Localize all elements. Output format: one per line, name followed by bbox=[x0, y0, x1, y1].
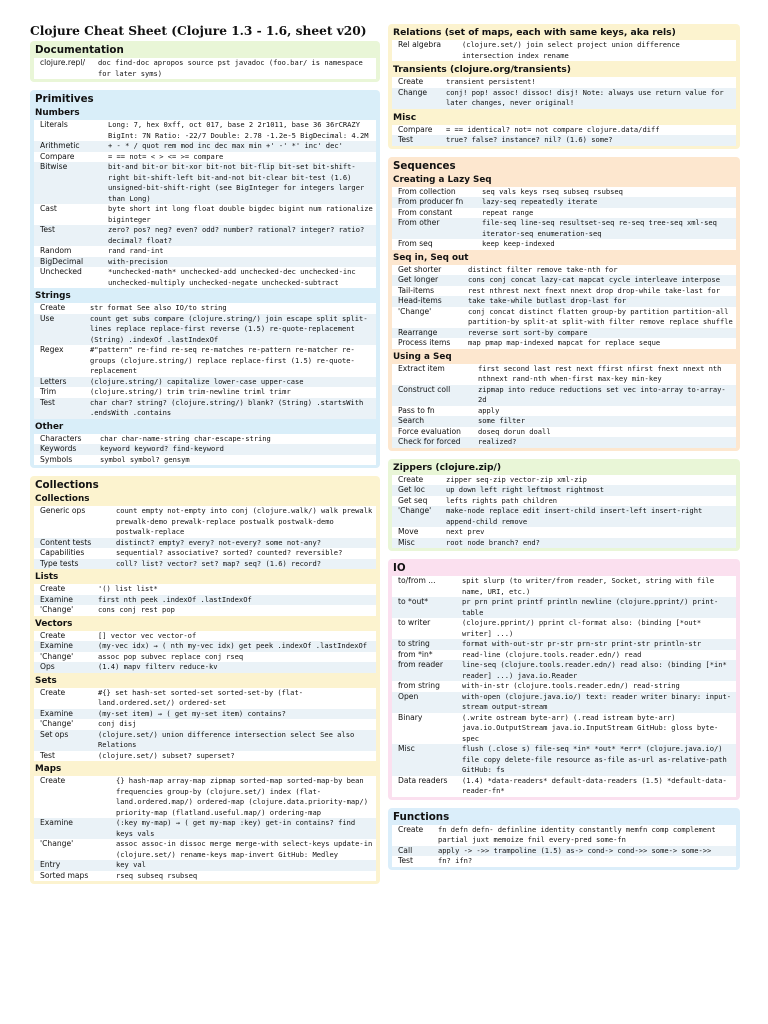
row-label: 'Change' bbox=[40, 839, 74, 848]
io-rows bbox=[392, 576, 736, 797]
table-row bbox=[34, 595, 376, 606]
row-value: = == not= < > <= >= compare bbox=[108, 151, 224, 161]
row-label: Regex bbox=[40, 345, 64, 354]
lists-heading: Lists bbox=[35, 572, 59, 582]
row-value: (clojure.string/) capitalize lower-case upper-case bbox=[90, 376, 304, 386]
using-seq-rows bbox=[392, 364, 736, 448]
row-label: from reader bbox=[398, 660, 443, 669]
row-value: next prev bbox=[446, 527, 485, 536]
table-row bbox=[34, 434, 376, 445]
row-label: Check for forced bbox=[398, 437, 461, 446]
row-label: From constant bbox=[398, 207, 453, 217]
row-value: '() list list* bbox=[98, 584, 158, 593]
row-label: Unchecked bbox=[40, 267, 82, 276]
table-row bbox=[34, 871, 376, 882]
table-row bbox=[392, 846, 736, 857]
row-label: Type tests bbox=[40, 558, 79, 568]
row-value: up down left right leftmost rightmost bbox=[446, 485, 605, 494]
io-box bbox=[388, 559, 740, 800]
strings-rows bbox=[34, 303, 376, 419]
row-label: Get shorter bbox=[398, 264, 442, 274]
table-row bbox=[34, 709, 376, 720]
misc-heading: Misc bbox=[393, 111, 417, 123]
row-label: from string bbox=[398, 681, 440, 690]
row-label: Examine bbox=[40, 818, 73, 827]
table-row bbox=[392, 275, 736, 286]
table-row bbox=[392, 650, 736, 661]
row-label: Move bbox=[398, 527, 419, 536]
row-value: zero? pos? neg? even? odd? number? rational? integer? ratio? decimal? float? bbox=[108, 225, 365, 245]
row-label: Rearrange bbox=[398, 327, 438, 337]
table-row bbox=[392, 135, 736, 146]
row-value: byte short int long float double bigdec bigint num rationalize biginteger bbox=[108, 204, 373, 224]
sets-rows bbox=[34, 688, 376, 762]
row-label: to *out* bbox=[398, 597, 429, 606]
row-label: 'Change' bbox=[398, 506, 432, 515]
table-row bbox=[34, 548, 376, 559]
table-row bbox=[34, 652, 376, 663]
row-value: char char? string? (clojure.string/) blank? (String) .startsWith .endsWith .contains bbox=[90, 397, 364, 417]
table-row bbox=[34, 58, 376, 79]
row-label: to string bbox=[398, 639, 430, 648]
row-label: Create bbox=[398, 77, 424, 86]
row-label: Letters bbox=[40, 376, 67, 386]
lazy-seq-heading: Creating a Lazy Seq bbox=[393, 174, 492, 185]
table-row bbox=[392, 385, 736, 406]
row-label: clojure.repl/ bbox=[40, 58, 86, 67]
functions-box bbox=[388, 808, 740, 870]
row-label: to/from ... bbox=[398, 576, 436, 585]
numbers-rows bbox=[34, 120, 376, 288]
row-value: = == identical? not= not compare clojure.data/diff bbox=[446, 124, 660, 134]
row-label: Get longer bbox=[398, 275, 439, 284]
table-row bbox=[34, 398, 376, 419]
row-value: char char-name-string char-escape-string bbox=[100, 433, 271, 443]
zippers-rows bbox=[392, 475, 736, 549]
relations-title: Relations (set of maps, each with same keys, aka rels) bbox=[393, 27, 676, 38]
table-row bbox=[34, 538, 376, 549]
row-value: key val bbox=[116, 860, 146, 869]
maps-rows bbox=[34, 776, 376, 881]
sequences-box bbox=[388, 157, 740, 451]
table-row bbox=[34, 204, 376, 225]
row-label: Misc bbox=[398, 744, 415, 753]
table-row bbox=[34, 506, 376, 538]
row-label: Head-items bbox=[398, 296, 442, 305]
table-row bbox=[392, 88, 736, 109]
table-row bbox=[392, 506, 736, 527]
row-label: 'Change' bbox=[40, 719, 74, 728]
table-row bbox=[34, 246, 376, 257]
row-value: (clojure.string/) trim trim-newline triml trimr bbox=[90, 387, 291, 396]
table-row bbox=[34, 303, 376, 314]
other-heading: Other bbox=[35, 421, 64, 432]
table-row bbox=[34, 730, 376, 751]
row-label: Test bbox=[398, 856, 413, 865]
row-value: assoc assoc-in dissoc merge merge-with select-keys update-in (clojure.set/) rename-keys map-invert GitHub: Medley bbox=[116, 839, 373, 859]
primitives-box bbox=[30, 90, 380, 468]
vectors-heading: Vectors bbox=[35, 618, 73, 629]
row-label: to writer bbox=[398, 618, 431, 627]
row-value: distinct? empty? every? not-every? some not-any? bbox=[116, 537, 321, 547]
row-value: transient persistent! bbox=[446, 77, 536, 86]
table-row bbox=[392, 307, 736, 328]
documentation-rows bbox=[34, 58, 376, 79]
row-value: take take-while butlast drop-last for bbox=[468, 296, 627, 305]
row-label: 'Change' bbox=[40, 651, 74, 661]
row-value: root node branch? end? bbox=[446, 537, 540, 547]
row-value: zipper seq-zip vector-zip xml-zip bbox=[446, 474, 587, 484]
table-row bbox=[392, 744, 736, 776]
row-label: Cast bbox=[40, 204, 57, 213]
row-label: Rel algebra bbox=[398, 40, 441, 49]
row-value: map pmap map-indexed mapcat for replace seque bbox=[468, 338, 661, 347]
row-value: (:key my-map) → ( get my-map :key) get-in contains? find keys vals bbox=[116, 818, 356, 838]
primitives-title: Primitives bbox=[35, 93, 94, 105]
row-label: 'Change' bbox=[40, 605, 74, 614]
table-row bbox=[392, 496, 736, 507]
vectors-rows bbox=[34, 631, 376, 673]
row-value: conj concat distinct flatten group-by partition partition-all partition-by split-at split-with filter remove replace shuffle bbox=[468, 306, 733, 326]
row-value: keep keep-indexed bbox=[482, 239, 555, 248]
row-label: From producer fn bbox=[398, 197, 464, 206]
collections-heading: Collections bbox=[35, 494, 90, 504]
table-row bbox=[34, 751, 376, 762]
row-value: doseq dorun doall bbox=[478, 426, 551, 436]
table-row bbox=[392, 618, 736, 639]
row-value: sequential? associative? sorted? counted? reversible? bbox=[116, 548, 343, 557]
row-value: repeat range bbox=[482, 207, 534, 217]
row-label: Data readers bbox=[398, 775, 448, 785]
row-value: (.write ostream byte-arr) (.read istream byte-arr) java.io.OutputStream java.io.InputStream GitHub: gloss byte-spec bbox=[462, 712, 719, 743]
row-value: (my-vec idx) → ( nth my-vec idx) get peek .indexOf .lastIndexOf bbox=[98, 641, 368, 650]
table-row bbox=[392, 776, 736, 797]
table-row bbox=[34, 584, 376, 595]
table-row bbox=[34, 839, 376, 860]
row-value: flush (.close s) file-seq *in* *out* *err* (clojure.java.io/) file copy delete-file resource as-file as-url as-relative-path GitHub: fs bbox=[462, 744, 727, 774]
row-label: Create bbox=[40, 776, 66, 785]
table-row bbox=[392, 125, 736, 136]
table-row bbox=[34, 377, 376, 388]
collections-box bbox=[30, 476, 380, 884]
table-row bbox=[34, 141, 376, 152]
table-row bbox=[392, 681, 736, 692]
row-label: Get seq bbox=[398, 495, 428, 505]
table-row bbox=[34, 257, 376, 268]
table-row bbox=[392, 338, 736, 349]
row-value: apply bbox=[478, 405, 500, 415]
table-row bbox=[392, 208, 736, 219]
row-value: reverse sort sort-by compare bbox=[468, 327, 588, 337]
table-row bbox=[34, 605, 376, 616]
row-label: from *in* bbox=[398, 649, 433, 659]
row-label: Generic ops bbox=[40, 506, 86, 515]
relations-rows bbox=[392, 40, 736, 61]
row-value: keyword keyword? find-keyword bbox=[100, 444, 224, 453]
table-row bbox=[392, 485, 736, 496]
row-value: with-precision bbox=[108, 256, 168, 266]
table-row bbox=[392, 713, 736, 745]
row-value: *unchecked-math* unchecked-add unchecked-dec unchecked-inc unchecked-multiply unchecked-negate unchecked-subtract bbox=[108, 267, 356, 287]
table-row bbox=[392, 296, 736, 307]
row-label: Create bbox=[40, 303, 66, 312]
row-label: Binary bbox=[398, 712, 423, 722]
table-row bbox=[392, 197, 736, 208]
table-row bbox=[392, 660, 736, 681]
zippers-box bbox=[388, 459, 740, 552]
table-row bbox=[34, 345, 376, 377]
row-label: Compare bbox=[40, 151, 75, 161]
row-value: (clojure.set/) subset? superset? bbox=[98, 750, 235, 760]
row-value: spit slurp (to writer/from reader, Socket, string with file name, URI, etc.) bbox=[462, 576, 714, 596]
row-label: Get loc bbox=[398, 485, 425, 494]
row-label: Set ops bbox=[40, 729, 69, 739]
table-row bbox=[392, 406, 736, 417]
table-row bbox=[34, 152, 376, 163]
row-value: assoc pop subvec replace conj rseq bbox=[98, 651, 244, 661]
row-label: Capabilities bbox=[40, 548, 85, 557]
row-value: make-node replace edit insert-child insert-left insert-right append-child remove bbox=[446, 506, 703, 526]
row-label: Random bbox=[40, 246, 72, 255]
row-value: realized? bbox=[478, 437, 517, 446]
sequences-title: Sequences bbox=[393, 159, 456, 172]
table-row bbox=[392, 639, 736, 650]
table-row bbox=[392, 538, 736, 549]
row-value: Long: 7, hex 0xff, oct 017, base 2 2r1011, base 36 36rCRAZY BigInt: 7N Ratio: -22/7 Double: 2.78 -1.2e-5 BigDecimal: 4.2M bbox=[108, 120, 369, 140]
row-value: conj! pop! assoc! dissoc! disj! Note: always use return value for later changes, never original! bbox=[446, 87, 724, 107]
row-label: Compare bbox=[398, 124, 433, 134]
row-value: {} hash-map array-map zipmap sorted-map sorted-map-by bean frequencies group-by (clojure.set/) index (flat-land.ordered.map/) ordered-map (clojure.data.priority-map/) priority-map (flatland.useful.map/) ordering-map bbox=[116, 776, 368, 817]
row-label: Create bbox=[398, 474, 424, 484]
row-value: #{} set hash-set sorted-set sorted-set-by (flat-land.ordered.set/) ordered-set bbox=[98, 687, 303, 707]
row-label: BigDecimal bbox=[40, 256, 84, 266]
row-value: with-open (clojure.java.io/) text: reader writer binary: input-stream output-stream bbox=[462, 691, 732, 711]
row-label: Bitwise bbox=[40, 162, 68, 171]
table-row bbox=[392, 576, 736, 597]
row-label: Create bbox=[40, 687, 66, 697]
row-value: zipmap into reduce reductions set vec into-array to-array-2d bbox=[478, 384, 726, 404]
table-row bbox=[392, 427, 736, 438]
row-value: line-seq (clojure.tools.reader.edn/) read also: (binding [*in* reader] ...) java.io.Reader bbox=[462, 660, 727, 680]
row-label: Test bbox=[40, 750, 55, 760]
row-value: #"pattern" re-find re-seq re-matches re-pattern re-matcher re-groups (clojure.string/) replace replace-first (1.5) re-quote-replacement bbox=[90, 345, 355, 375]
table-row bbox=[34, 120, 376, 141]
table-row bbox=[392, 218, 736, 239]
row-label: From other bbox=[398, 218, 440, 227]
transients-heading: Transients (clojure.org/transients) bbox=[393, 64, 571, 75]
table-row bbox=[392, 364, 736, 385]
row-value: first nth peek .indexOf .lastIndexOf bbox=[98, 594, 252, 604]
row-value: count get subs compare (clojure.string/) join escape split split-lines replace replace-first reverse (1.5) re-quote-replacement (String) .indexOf .lastIndexOf bbox=[90, 313, 368, 344]
row-value: fn? ifn? bbox=[438, 856, 473, 865]
table-row bbox=[34, 860, 376, 871]
table-row bbox=[34, 455, 376, 466]
table-row bbox=[34, 267, 376, 288]
table-row bbox=[34, 314, 376, 346]
row-label: Test bbox=[398, 135, 413, 144]
zippers-title: Zippers (clojure.zip/) bbox=[393, 461, 502, 473]
table-row bbox=[392, 527, 736, 538]
row-value: coll? list? vector? set? map? seq? (1.6) record? bbox=[116, 558, 321, 568]
row-value: (1.4) mapv filterv reduce-kv bbox=[98, 662, 218, 671]
row-label: Literals bbox=[40, 120, 68, 129]
table-row bbox=[34, 162, 376, 204]
lazy-seq-rows bbox=[392, 187, 736, 250]
row-label: From seq bbox=[398, 239, 433, 248]
row-value: seq vals keys rseq subseq rsubseq bbox=[482, 186, 623, 196]
row-value: rand rand-int bbox=[108, 246, 164, 255]
table-row bbox=[392, 437, 736, 448]
strings-heading: Strings bbox=[35, 291, 71, 301]
row-label: Use bbox=[40, 313, 55, 323]
row-value: first second last rest next ffirst nfirst fnext nnext nth nthnext rand-nth when-first max-key min-key bbox=[478, 363, 722, 383]
row-label: Arithmetic bbox=[40, 141, 80, 150]
other-rows bbox=[34, 434, 376, 466]
row-value: cons conj concat lazy-cat mapcat cycle interleave interpose bbox=[468, 275, 720, 284]
seq-in-out-rows bbox=[392, 265, 736, 349]
row-value: conj disj bbox=[98, 719, 137, 728]
row-value: file-seq line-seq resultset-seq re-seq tree-seq xml-seq iterator-seq enumeration-seq bbox=[482, 218, 717, 238]
table-row bbox=[392, 265, 736, 276]
page-title: Clojure Cheat Sheet (Clojure 1.3 - 1.6, sheet v20) bbox=[30, 24, 367, 38]
row-value: count empty not-empty into conj (clojure.walk/) walk prewalk prewalk-demo prewalk-replace postwalk postwalk-demo postwalk-replace bbox=[116, 506, 373, 536]
row-label: Examine bbox=[40, 594, 73, 604]
row-value: bit-and bit-or bit-xor bit-not bit-flip bit-set bit-shift-right bit-shift-left bit-and-not bit-clear bit-test (1.6) unsigned-bit-shift-right (see BigInteger for integers larger than Long) bbox=[108, 162, 365, 203]
using-seq-heading: Using a Seq bbox=[393, 351, 452, 362]
table-row bbox=[34, 776, 376, 818]
table-row bbox=[392, 597, 736, 618]
documentation-box bbox=[30, 41, 380, 82]
row-label: Characters bbox=[40, 433, 82, 443]
row-label: Force evaluation bbox=[398, 426, 461, 436]
row-label: Process items bbox=[398, 338, 451, 347]
row-value: read-line (clojure.tools.reader.edn/) read bbox=[462, 649, 642, 659]
row-label: Search bbox=[398, 416, 425, 425]
row-value: rseq subseq rsubseq bbox=[116, 870, 198, 880]
row-label: Content tests bbox=[40, 537, 92, 547]
row-value: (my-set item) → ( get my-set item) contains? bbox=[98, 708, 286, 718]
row-label: Create bbox=[40, 584, 66, 593]
row-label: Pass to fn bbox=[398, 405, 435, 415]
row-label: From collection bbox=[398, 186, 456, 196]
collections-rows bbox=[34, 506, 376, 569]
row-label: Ops bbox=[40, 662, 55, 671]
row-value: with-in-str (clojure.tools.reader.edn/) read-string bbox=[462, 681, 680, 690]
table-row bbox=[392, 40, 736, 61]
table-row bbox=[392, 416, 736, 427]
row-label: Examine bbox=[40, 708, 73, 718]
row-value: cons conj rest pop bbox=[98, 605, 175, 614]
row-value: lazy-seq repeatedly iterate bbox=[482, 197, 598, 206]
row-label: Change bbox=[398, 87, 428, 97]
table-row bbox=[392, 286, 736, 297]
row-label: Misc bbox=[398, 537, 415, 547]
row-value: (clojure.set/) union difference intersection select See also Relations bbox=[98, 729, 355, 749]
row-label: Test bbox=[40, 397, 55, 407]
row-value: pr prn print printf println newline (clojure.pprint/) print-table bbox=[462, 597, 719, 617]
row-label: Sorted maps bbox=[40, 870, 89, 880]
row-label: Call bbox=[398, 845, 413, 855]
row-value: format with-out-str pr-str prn-str print-str println-str bbox=[462, 639, 702, 648]
row-label: Keywords bbox=[40, 444, 77, 453]
table-row bbox=[392, 239, 736, 250]
row-value: fn defn defn- definline identity constantly memfn comp complement partial juxt memoize fnil every-pred some-fn bbox=[438, 824, 716, 844]
row-value: rest nthrest next fnext nnext drop drop-while take-last for bbox=[468, 285, 720, 295]
row-label: Extract item bbox=[398, 363, 445, 373]
row-value: doc find-doc apropos source pst javadoc (foo.bar/ is namespace for later syms) bbox=[98, 58, 363, 78]
row-value: (clojure.pprint/) pprint cl-format also: (binding [*out* writer] ...) bbox=[462, 618, 702, 638]
seq-in-out-heading: Seq in, Seq out bbox=[393, 252, 469, 263]
io-title: IO bbox=[393, 562, 406, 574]
row-value: + - * / quot rem mod inc dec max min +' -' *' inc' dec' bbox=[108, 141, 343, 150]
row-label: Examine bbox=[40, 641, 73, 650]
row-value: apply -> ->> trampoline (1.5) as-> cond-> cond->> some-> some->> bbox=[438, 845, 712, 855]
row-value: distinct filter remove take-nth for bbox=[468, 264, 618, 274]
table-row bbox=[392, 328, 736, 339]
row-label: Symbols bbox=[40, 454, 73, 464]
table-row bbox=[34, 444, 376, 455]
row-label: Test bbox=[40, 225, 55, 234]
functions-title: Functions bbox=[393, 810, 450, 823]
row-value: [] vector vec vector-of bbox=[98, 630, 197, 640]
sets-heading: Sets bbox=[35, 675, 57, 686]
misc-rows bbox=[392, 125, 736, 146]
row-value: some filter bbox=[478, 416, 525, 425]
maps-heading: Maps bbox=[35, 764, 62, 774]
table-row bbox=[392, 825, 736, 846]
table-row bbox=[392, 475, 736, 486]
table-row bbox=[34, 631, 376, 642]
row-value: symbol symbol? gensym bbox=[100, 454, 190, 464]
table-row bbox=[392, 692, 736, 713]
relations-box bbox=[388, 24, 740, 149]
right-column bbox=[388, 0, 740, 878]
left-column bbox=[30, 0, 380, 892]
functions-rows bbox=[392, 825, 736, 867]
row-value: true? false? instance? nil? (1.6) some? bbox=[446, 135, 613, 144]
row-label: Create bbox=[40, 630, 66, 640]
row-label: Open bbox=[398, 691, 419, 701]
row-label: Trim bbox=[40, 387, 57, 396]
transients-rows bbox=[392, 77, 736, 109]
row-label: Tail-items bbox=[398, 285, 435, 295]
table-row bbox=[392, 77, 736, 88]
row-label: Entry bbox=[40, 860, 61, 869]
table-row bbox=[392, 187, 736, 198]
row-label: Create bbox=[398, 824, 424, 834]
row-label: Construct coll bbox=[398, 384, 451, 394]
table-row bbox=[34, 719, 376, 730]
table-row bbox=[34, 225, 376, 246]
table-row bbox=[34, 387, 376, 398]
table-row bbox=[34, 662, 376, 673]
row-label: 'Change' bbox=[398, 306, 432, 316]
table-row bbox=[34, 688, 376, 709]
numbers-heading: Numbers bbox=[35, 108, 80, 118]
row-value: (1.4) *data-readers* default-data-readers (1.5) *default-data-reader-fn* bbox=[462, 775, 727, 795]
table-row bbox=[34, 818, 376, 839]
table-row bbox=[392, 856, 736, 867]
table-row bbox=[34, 641, 376, 652]
documentation-title: Documentation bbox=[35, 44, 124, 56]
row-value: (clojure.set/) join select project union difference intersection index rename bbox=[462, 40, 680, 60]
collections-title: Collections bbox=[35, 479, 99, 491]
lists-rows bbox=[34, 584, 376, 616]
row-value: str format See also IO/to string bbox=[90, 303, 227, 312]
row-value: lefts rights path children bbox=[446, 495, 558, 505]
table-row bbox=[34, 559, 376, 570]
